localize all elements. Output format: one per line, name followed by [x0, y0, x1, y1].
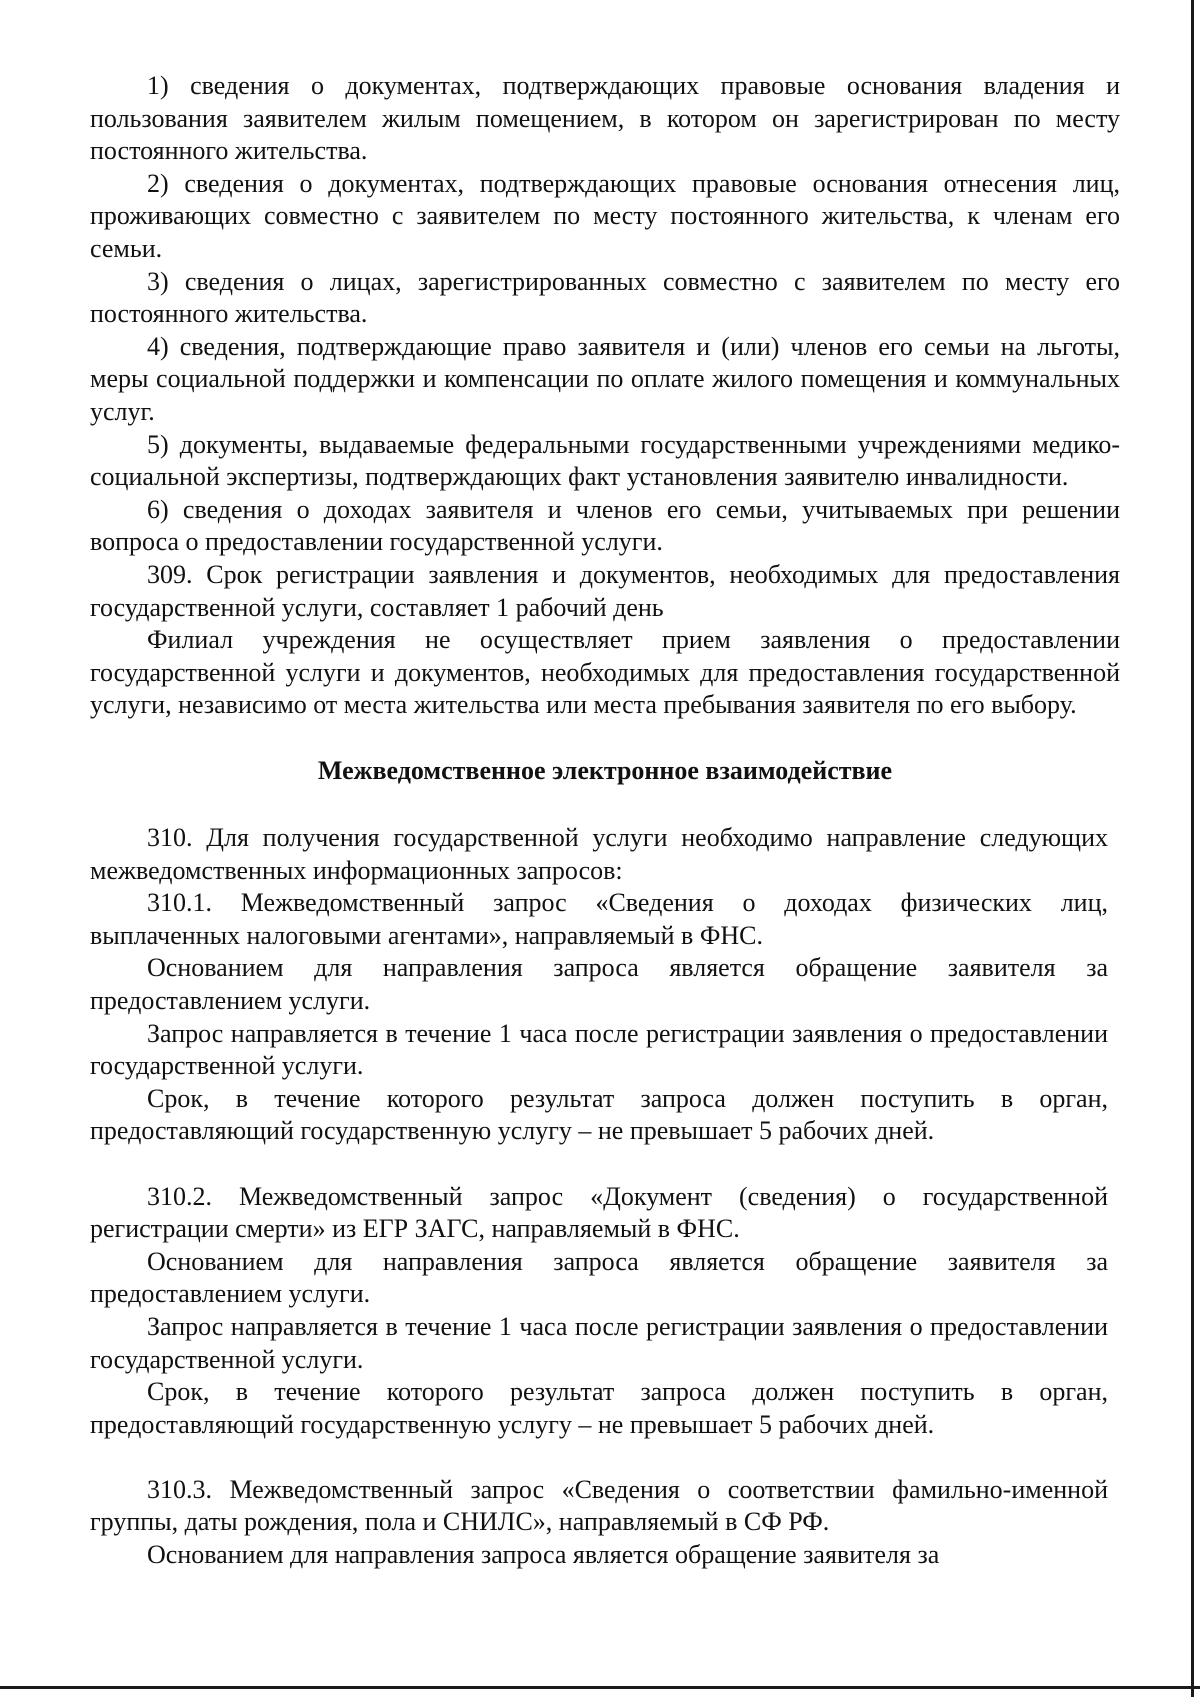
- clause-310-1-timing: Запрос направляется в течение 1 часа после регистрации заявления о предоставлении государственной услуги.: [90, 1018, 1108, 1081]
- clause-310-2-deadline: Срок, в течение которого результат запроса должен поступить в орган, предоставляющий государственную услугу – не превышает 5 рабочих дней.: [90, 1377, 1108, 1439]
- document-upper-section: [90, 70, 1120, 820]
- clause-309-branch-note: Филиал учреждения не осуществляет прием заявления о предоставлении государственной услуги и документов, необходимых для предоставления государственной услуги, независимо от места жительства или места пребывания заявителя по его выбору.: [90, 625, 1120, 720]
- list-item-1: 1) сведения о документах, подтверждающих правовые основания владения и пользования заявителем жилым помещением, в котором он зарегистрирован по месту постоянного жительства.: [90, 71, 1120, 166]
- clause-310-3-basis: Основанием для направления запроса является обращение заявителя за: [147, 1540, 940, 1570]
- paragraph-gap: [90, 1148, 1108, 1181]
- list-item-5: 5) документы, выдаваемые федеральными государственными учреждениями медико-социальной экспертизы, подтверждающих факт установления заявителю инвалидности.: [90, 429, 1120, 492]
- list-item-6: 6) сведения о доходах заявителя и членов его семьи, учитываемых при решении вопроса о предоставлении государственной услуги.: [90, 494, 1120, 557]
- scan-border-bottom: [0, 1686, 1200, 1689]
- list-item-2: 2) сведения о документах, подтверждающих правовые основания отнесения лиц, проживающих совместно с заявителем по месту постоянного жительства, к членам его семьи.: [90, 168, 1120, 263]
- list-item-4: 4) сведения, подтверждающие право заявителя и (или) членов его семьи на льготы, меры социальной поддержки и компенсации по оплате жилого помещения и коммунальных услуг.: [90, 331, 1120, 426]
- clause-310-2-basis: Основанием для направления запроса является обращение заявителя за предоставлением услуги.: [90, 1246, 1108, 1309]
- scan-border-right: [1191, 0, 1194, 1697]
- paragraph-gap: [90, 1441, 1108, 1474]
- document-lower-section: [90, 822, 1108, 1572]
- clause-310-1-deadline: Срок, в течение которого результат запроса должен поступить в орган, предоставляющий государственную услугу – не превышает 5 рабочих дней.: [90, 1083, 1108, 1146]
- clause-310-2: 310.2. Межведомственный запрос «Документ (сведения) о государственной регистрации смерти» из ЕГР ЗАГС, направляемый в ФНС.: [90, 1181, 1108, 1244]
- clause-310-3: 310.3. Межведомственный запрос «Сведения о соответствии фамильно-именной группы, даты рождения, пола и СНИЛС», направляемый в СФ РФ.: [90, 1474, 1108, 1537]
- clause-310-2-timing: Запрос направляется в течение 1 часа после регистрации заявления о предоставлении государственной услуги.: [90, 1311, 1108, 1374]
- clause-310-1-basis: Основанием для направления запроса является обращение заявителя за предоставлением услуги.: [90, 953, 1108, 1015]
- clause-309: 309. Срок регистрации заявления и документов, необходимых для предоставления государственной услуги, составляет 1 рабочий день: [90, 559, 1120, 622]
- clause-310-1: 310.1. Межведомственный запрос «Сведения о доходах физических лиц, выплаченных налоговыми агентами», направляемый в ФНС.: [90, 888, 1108, 950]
- list-item-3: 3) сведения о лицах, зарегистрированных совместно с заявителем по месту его постоянного жительства.: [90, 266, 1120, 329]
- clause-310: 310. Для получения государственной услуги необходимо направление следующих межведомственных информационных запросов:: [90, 823, 1108, 885]
- section-heading: Межведомственное электронное взаимодействие: [317, 755, 893, 785]
